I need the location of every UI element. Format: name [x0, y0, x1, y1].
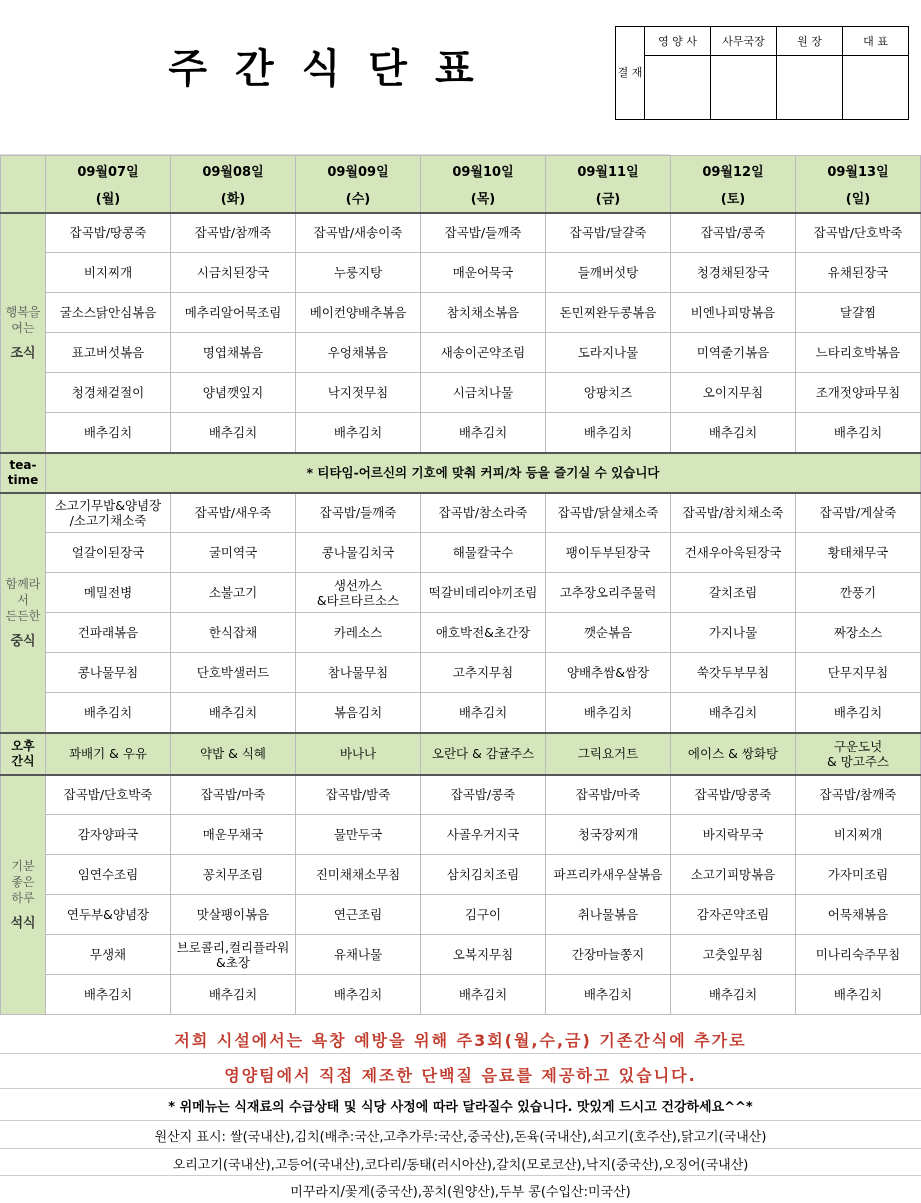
menu-item: 김구이: [421, 895, 546, 935]
menu-item: 소고기무밥&양념장 /소고기채소죽: [46, 493, 171, 533]
day-weekday: (토): [720, 191, 746, 207]
menu-item: 맛살팽이볶음: [171, 895, 296, 935]
notice-line-1: 저희 시설에서는 욕창 예방을 위해 주3회(월,수,금) 기존간식에 추가로: [174, 1031, 747, 1050]
menu-item: 깻순볶음: [546, 613, 671, 653]
menu-item: 명엽채볶음: [171, 333, 296, 373]
corner-cell: [1, 156, 46, 213]
day-header: [671, 156, 796, 213]
snack-item: 꽈배기 & 우유: [46, 733, 171, 775]
menu-item: 잡곡밥/새우죽: [171, 493, 296, 533]
menu-item: 표고버섯볶음: [46, 333, 171, 373]
day-header: [796, 156, 921, 213]
menu-item: 잡곡밥/단호박죽: [46, 775, 171, 815]
menu-item: 잡곡밥/참깨죽: [171, 213, 296, 253]
menu-item: 삼치김치조림: [421, 855, 546, 895]
menu-item: 돈민찌완두콩볶음: [546, 293, 671, 333]
menu-item: 사골우거지국: [421, 815, 546, 855]
menu-item: 잡곡밥/참깨죽: [796, 775, 921, 815]
menu-item: 잡곡밥/참치채소죽: [671, 493, 796, 533]
day-weekday: (화): [220, 191, 246, 207]
teatime-text: * 티타임-어르신의 기호에 맞춰 커피/차 등을 즐기실 수 있습니다: [46, 453, 921, 493]
dinner-row: [1, 975, 921, 1015]
menu-item: 잡곡밥/땅콩죽: [671, 775, 796, 815]
divider: [0, 1148, 921, 1149]
menu-item: 들깨버섯탕: [546, 253, 671, 293]
approval-cell: [843, 56, 909, 120]
menu-item: 잡곡밥/게살죽: [796, 493, 921, 533]
menu-item: 건파래볶음: [46, 613, 171, 653]
breakfast-row: [1, 413, 921, 453]
menu-item: 양배추쌈&쌈장: [546, 653, 671, 693]
menu-item: 잡곡밥/들깨죽: [421, 213, 546, 253]
menu-item: 단무지무침: [796, 653, 921, 693]
menu-item: 미역줄기볶음: [671, 333, 796, 373]
menu-item: 감자양파국: [46, 815, 171, 855]
day-date: 09월09일: [327, 164, 389, 180]
menu-item: 쑥갓두부무침: [671, 653, 796, 693]
day-date: 09월08일: [202, 164, 264, 180]
menu-item: 임연수조림: [46, 855, 171, 895]
approval-cell: [777, 56, 843, 120]
menu-item: 잡곡밥/마죽: [171, 775, 296, 815]
menu-item: 팽이두부된장국: [546, 533, 671, 573]
menu-item: 조개젓양파무침: [796, 373, 921, 413]
day-header: [296, 156, 421, 213]
day-header: [546, 156, 671, 213]
day-header: [421, 156, 546, 213]
menu-table: [0, 155, 921, 1015]
menu-item: 잡곡밥/들깨죽: [296, 493, 421, 533]
menu-item: 비지찌개: [46, 253, 171, 293]
menu-item: 소고기피망볶음: [671, 855, 796, 895]
menu-item: 잡곡밥/새송이죽: [296, 213, 421, 253]
menu-item: 가자미조림: [796, 855, 921, 895]
approval-header-manager: 사무국장: [711, 27, 777, 56]
menu-item: 건새우아욱된장국: [671, 533, 796, 573]
menu-item: 잡곡밥/땅콩죽: [46, 213, 171, 253]
menu-item: 유채된장국: [796, 253, 921, 293]
snack-item: 오란다 & 감귤주스: [421, 733, 546, 775]
menu-note: * 위메뉴는 식재료의 수급상태 및 식당 사정에 따라 달라질수 있습니다. 맛있게 드시고 건강하세요^^*: [168, 1100, 753, 1115]
menu-item: 배추김치: [796, 413, 921, 453]
breakfast-row: [1, 373, 921, 413]
menu-item: 낙지젓무침: [296, 373, 421, 413]
menu-item: 배추김치: [296, 413, 421, 453]
dinner-row: [1, 815, 921, 855]
menu-item: 한식잡채: [171, 613, 296, 653]
dinner-name: 석식: [10, 915, 36, 931]
menu-item: 달걀찜: [796, 293, 921, 333]
lunch-row: [1, 533, 921, 573]
menu-item: 오복지무침: [421, 935, 546, 975]
breakfast-subtitle: 행복을 여는: [5, 304, 41, 335]
lunch-label: [1, 493, 46, 733]
menu-item: 베이컨양배추볶음: [296, 293, 421, 333]
menu-item: 떡갈비데리야끼조림: [421, 573, 546, 613]
day-date: 09월13일: [827, 164, 889, 180]
menu-item: 배추김치: [796, 975, 921, 1015]
menu-item: 생선까스 &타르타르소스: [296, 573, 421, 613]
menu-item: 비지찌개: [796, 815, 921, 855]
menu-item: 진미채채소무침: [296, 855, 421, 895]
menu-item: 잡곡밥/마죽: [546, 775, 671, 815]
menu-item: 콩나물무침: [46, 653, 171, 693]
snack-item: 그릭요거트: [546, 733, 671, 775]
lunch-row: [1, 493, 921, 533]
menu-item: 배추김치: [546, 413, 671, 453]
menu-item: 해물칼국수: [421, 533, 546, 573]
menu-item: 청경채된장국: [671, 253, 796, 293]
breakfast-row: [1, 213, 921, 253]
menu-item: 취나물볶음: [546, 895, 671, 935]
menu-item: 물만두국: [296, 815, 421, 855]
divider: [0, 1175, 921, 1176]
day-weekday: (금): [595, 191, 621, 207]
menu-item: 꽁치무조림: [171, 855, 296, 895]
menu-item: 갈치조림: [671, 573, 796, 613]
menu-item: 배추김치: [796, 693, 921, 733]
day-weekday: (월): [95, 191, 121, 207]
menu-item: 배추김치: [671, 975, 796, 1015]
origin-line-1: 원산지 표시: 쌀(국내산),김치(배추:국산,고추가루:국산,중국산),돈육(국내산),쇠고기(호주산),닭고기(국내산): [154, 1130, 767, 1145]
menu-item: 어묵채볶음: [796, 895, 921, 935]
menu-item: 황태채무국: [796, 533, 921, 573]
notice-line-2: 영양팀에서 직접 제조한 단백질 음료를 제공하고 있습니다.: [224, 1066, 697, 1085]
snack-item: 바나나: [296, 733, 421, 775]
menu-item: 배추김치: [171, 413, 296, 453]
menu-item: 새송이곤약조림: [421, 333, 546, 373]
dinner-row: [1, 775, 921, 815]
menu-item: 배추김치: [46, 693, 171, 733]
menu-item: 고추장오리주물럭: [546, 573, 671, 613]
header-spacer: [0, 130, 670, 155]
menu-item: 매운무채국: [171, 815, 296, 855]
menu-item: 참치채소볶음: [421, 293, 546, 333]
breakfast-name: 조식: [10, 345, 36, 361]
menu-item: 잡곡밥/단호박죽: [796, 213, 921, 253]
page-title: 주간식단표: [168, 45, 502, 92]
menu-item: 잡곡밥/콩죽: [421, 775, 546, 815]
menu-item: 양념깻잎지: [171, 373, 296, 413]
menu-item: 콩나물김치국: [296, 533, 421, 573]
dinner-subtitle: 기분 좋은 하루: [11, 858, 35, 905]
menu-item: 감자곤약조림: [671, 895, 796, 935]
divider: [0, 1120, 921, 1121]
menu-item: 배추김치: [421, 975, 546, 1015]
menu-item: 배추김치: [671, 693, 796, 733]
menu-item: 배추김치: [546, 975, 671, 1015]
menu-item: 참나물무침: [296, 653, 421, 693]
menu-item: 청경채겉절이: [46, 373, 171, 413]
approval-box: [615, 26, 909, 120]
menu-item: 오이지무침: [671, 373, 796, 413]
breakfast-row: [1, 333, 921, 373]
menu-item: 청국장찌개: [546, 815, 671, 855]
menu-item: 굴미역국: [171, 533, 296, 573]
menu-item: 우엉채볶음: [296, 333, 421, 373]
lunch-row: [1, 653, 921, 693]
day-weekday: (수): [345, 191, 371, 207]
date-header-row: [1, 156, 921, 213]
dinner-row: [1, 895, 921, 935]
breakfast-row: [1, 293, 921, 333]
dinner-label: [1, 775, 46, 1015]
menu-item: 바지락무국: [671, 815, 796, 855]
breakfast-row: [1, 253, 921, 293]
menu-item: 잡곡밥/참소라죽: [421, 493, 546, 533]
menu-item: 배추김치: [46, 975, 171, 1015]
menu-item: 느타리호박볶음: [796, 333, 921, 373]
menu-item: 미나리숙주무침: [796, 935, 921, 975]
menu-item: 굴소스닭안심볶음: [46, 293, 171, 333]
divider: [0, 1053, 921, 1054]
day-weekday: (목): [470, 191, 496, 207]
menu-item: 고추지무침: [421, 653, 546, 693]
lunch-row: [1, 613, 921, 653]
origin-line-3: 미꾸라지/꽃게(중국산),꽁치(원양산),두부 콩(수입산:미국산): [290, 1185, 631, 1200]
menu-item: 배추김치: [421, 693, 546, 733]
approval-cell: [711, 56, 777, 120]
menu-item: 누룽지탕: [296, 253, 421, 293]
menu-item: 잡곡밥/달걀죽: [546, 213, 671, 253]
day-header: [46, 156, 171, 213]
approval-header-nutritionist: 영 양 사: [645, 27, 711, 56]
menu-item: 연근조림: [296, 895, 421, 935]
menu-item: 배추김치: [546, 693, 671, 733]
snack-label: 오후 간식: [1, 733, 46, 775]
menu-item: 배추김치: [671, 413, 796, 453]
snack-item: 약밥 & 식혜: [171, 733, 296, 775]
dinner-row: [1, 855, 921, 895]
menu-item: 시금치나물: [421, 373, 546, 413]
menu-item: 배추김치: [171, 693, 296, 733]
menu-item: 브로콜리,컬리플라워 &초장: [171, 935, 296, 975]
menu-item: 간장마늘쫑지: [546, 935, 671, 975]
divider: [0, 1088, 921, 1089]
menu-item: 애호박전&초간장: [421, 613, 546, 653]
day-date: 09월11일: [577, 164, 639, 180]
menu-item: 볶음김치: [296, 693, 421, 733]
lunch-subtitle: 함께라 서 든든한: [5, 576, 41, 623]
menu-item: 잡곡밥/닭살채소죽: [546, 493, 671, 533]
menu-item: 앙팡치즈: [546, 373, 671, 413]
menu-item: 매운어묵국: [421, 253, 546, 293]
menu-item: 잡곡밥/콩죽: [671, 213, 796, 253]
menu-item: 메추리알어묵조림: [171, 293, 296, 333]
menu-item: 짜장소스: [796, 613, 921, 653]
day-header: [171, 156, 296, 213]
teatime-label: tea- time: [1, 453, 46, 493]
menu-item: 배추김치: [171, 975, 296, 1015]
menu-item: 비엔나피망볶음: [671, 293, 796, 333]
lunch-row: [1, 693, 921, 733]
teatime-row: [1, 453, 921, 493]
menu-item: 단호박샐러드: [171, 653, 296, 693]
menu-item: 시금치된장국: [171, 253, 296, 293]
menu-item: 배추김치: [296, 975, 421, 1015]
lunch-row: [1, 573, 921, 613]
dinner-row: [1, 935, 921, 975]
day-date: 09월12일: [702, 164, 764, 180]
menu-item: 가지나물: [671, 613, 796, 653]
menu-item: 파프리카새우살볶음: [546, 855, 671, 895]
approval-label: 결 재: [616, 27, 645, 120]
menu-item: 고춧잎무침: [671, 935, 796, 975]
menu-item: 깐풍기: [796, 573, 921, 613]
snack-item: 에이스 & 쌍화탕: [671, 733, 796, 775]
menu-item: 무생채: [46, 935, 171, 975]
menu-item: 배추김치: [46, 413, 171, 453]
menu-item: 잡곡밥/밤죽: [296, 775, 421, 815]
snack-row: [1, 733, 921, 775]
menu-item: 연두부&양념장: [46, 895, 171, 935]
snack-item: 구운도넛 & 망고주스: [796, 733, 921, 775]
menu-item: 배추김치: [421, 413, 546, 453]
day-date: 09월10일: [452, 164, 514, 180]
menu-item: 메밀전병: [46, 573, 171, 613]
day-date: 09월07일: [77, 164, 139, 180]
menu-item: 소불고기: [171, 573, 296, 613]
menu-item: 카레소스: [296, 613, 421, 653]
approval-cell: [645, 56, 711, 120]
menu-item: 얼갈이된장국: [46, 533, 171, 573]
origin-line-2: 오리고기(국내산),고등어(국내산),코다리/동태(러시아산),갈치(모로코산),낙지(중국산),오징어(국내산): [172, 1158, 749, 1173]
menu-item: 유채나물: [296, 935, 421, 975]
approval-header-director: 원 장: [777, 27, 843, 56]
breakfast-label: [1, 213, 46, 453]
approval-header-ceo: 대 표: [843, 27, 909, 56]
lunch-name: 중식: [10, 633, 36, 649]
day-weekday: (일): [845, 191, 871, 207]
menu-item: 도라지나물: [546, 333, 671, 373]
